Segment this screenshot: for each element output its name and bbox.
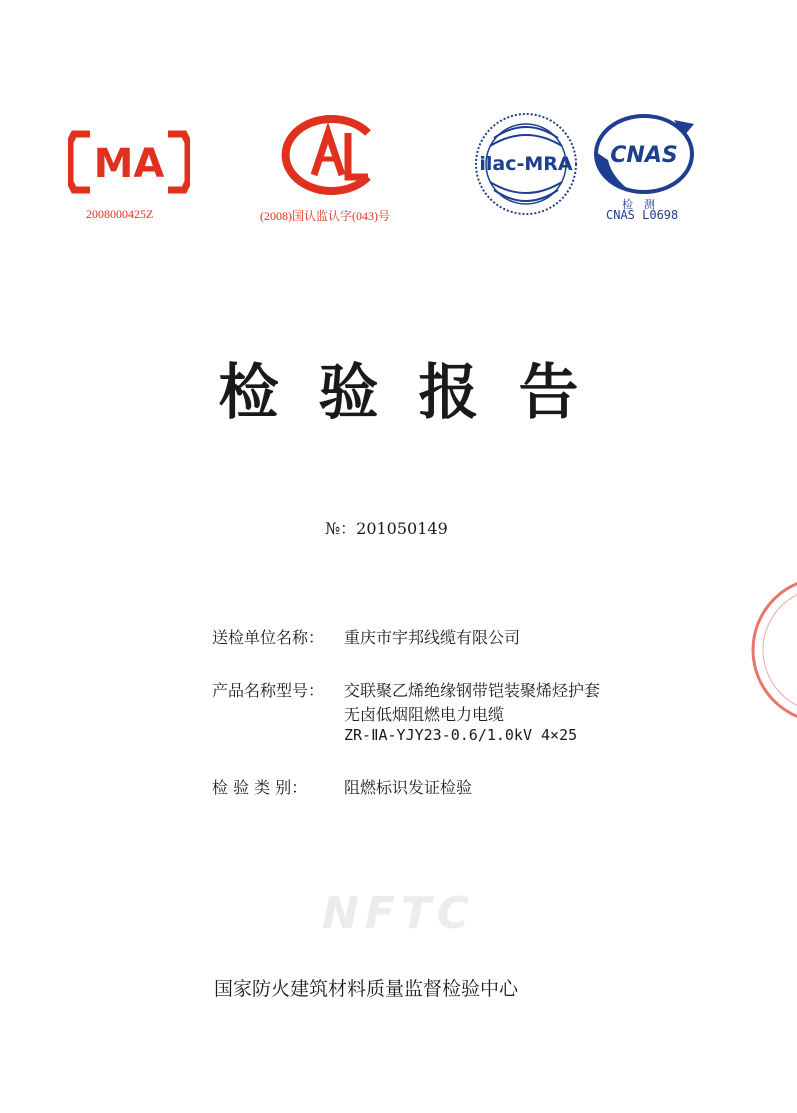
report-number: №：201050149 (325, 519, 448, 538)
cma-logo (68, 130, 190, 194)
ilac-globe-icon (470, 110, 582, 218)
ilac-mra-logo (470, 110, 582, 218)
issuing-organization: 国家防火建筑材料质量监督检验中心 (214, 978, 519, 1000)
product-label: 产品名称型号： (212, 681, 325, 700)
product-line-1: 交联聚乙烯绝缘钢带铠装聚烯烃护套 (344, 681, 601, 700)
cnas-logo (592, 112, 702, 196)
cnas-swoosh-icon (592, 112, 702, 196)
ilac-text: ilac-MRA (479, 153, 573, 175)
nftc-watermark: NFTC (322, 888, 476, 939)
cal-logo (276, 115, 384, 195)
official-seal-stamp (745, 570, 797, 730)
product-line-2: 无卤低烟阻燃电力电缆 (344, 705, 505, 724)
cnas-text: CNAS (610, 143, 678, 168)
cma-bracket-icon (68, 130, 190, 194)
category-value: 阻燃标识发证检验 (344, 778, 473, 797)
cal-caption: (2008)国认监认字(043)号 (260, 209, 390, 223)
cma-text: MA (93, 141, 165, 187)
category-label: 检 验 类 别： (212, 778, 308, 797)
cnas-caption-1: 检 测 (622, 198, 655, 211)
sender-value: 重庆市宇邦线缆有限公司 (344, 628, 521, 647)
report-title: 检验报告 (218, 358, 619, 428)
sender-label: 送检单位名称： (212, 628, 325, 647)
cma-caption: 2008000425Z (86, 207, 154, 221)
product-line-3: ZR-ⅡA-YJY23-0.6/1.0kV 4×25 (344, 726, 578, 744)
cnas-caption-2: CNAS L0698 (606, 208, 679, 222)
cal-seal-icon (276, 115, 384, 195)
